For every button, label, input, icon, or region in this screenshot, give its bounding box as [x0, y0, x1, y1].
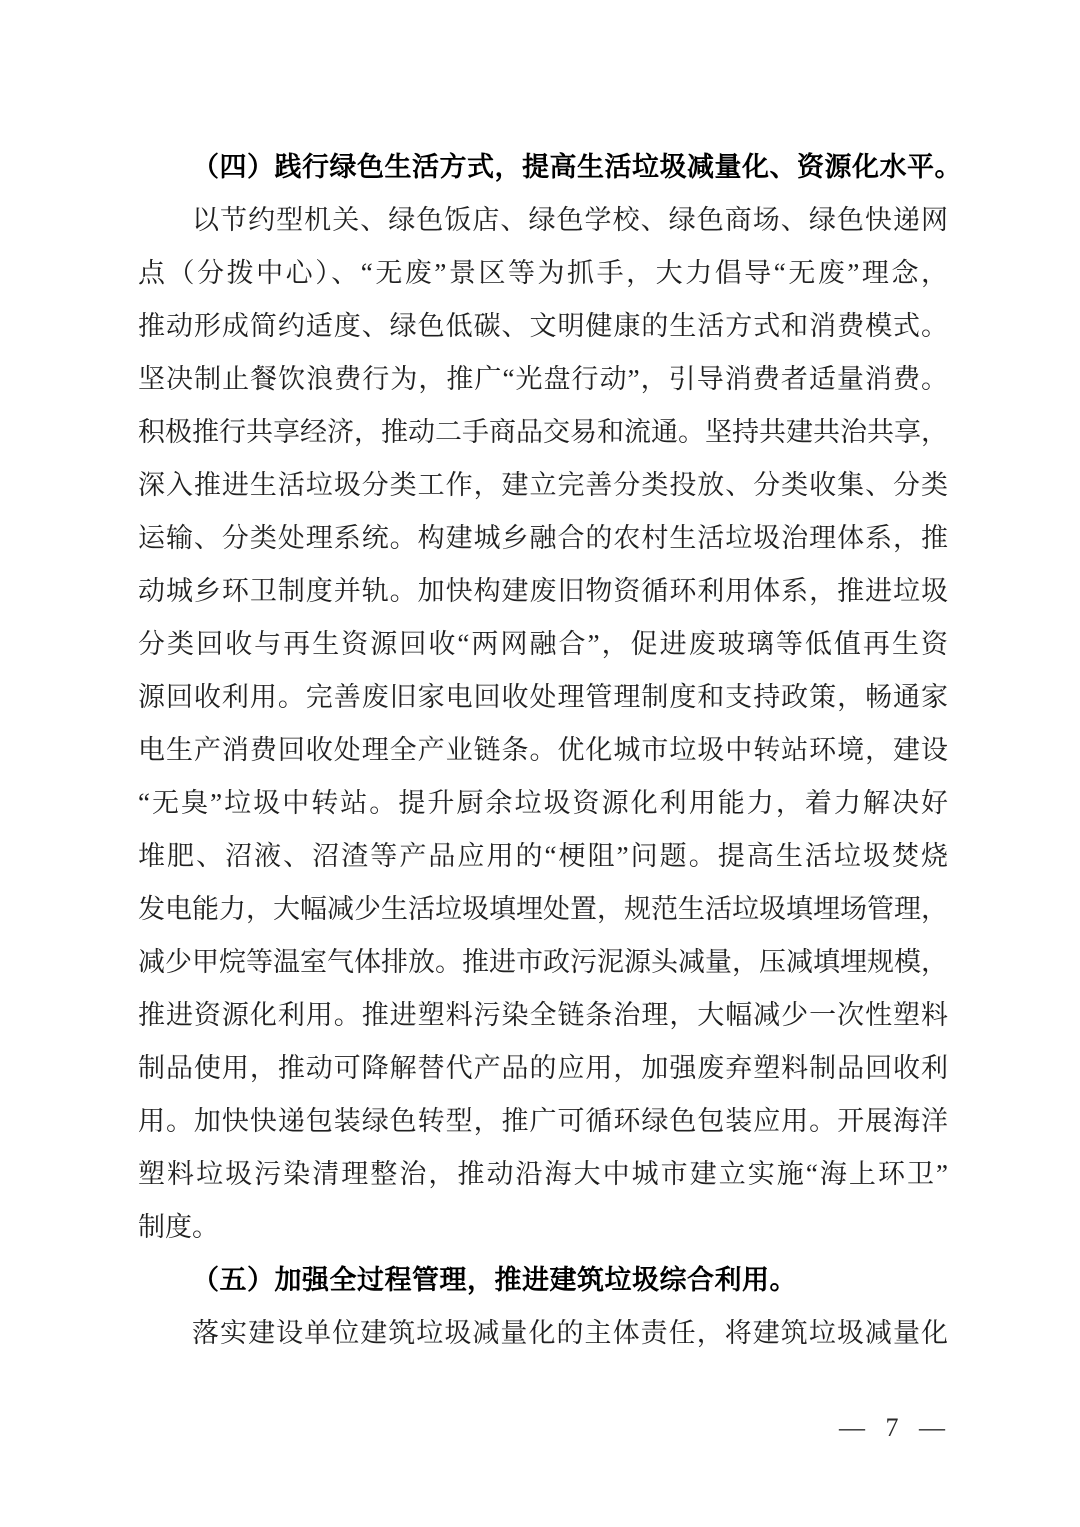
text-line: 发电能力，大幅减少生活垃圾填埋处置，规范生活垃圾填埋场管理， [138, 894, 948, 924]
text-line: 制品使用，推动可降解替代产品的应用，加强废弃塑料制品回收利 [138, 1053, 948, 1083]
text-line: 落实建设单位建筑垃圾减量化的主体责任，将建筑垃圾减量化 [192, 1318, 948, 1348]
text-line: 减少甲烷等温室气体排放。推进市政污泥源头减量，压减填埋规模， [138, 947, 948, 977]
text-line: 推动形成简约适度、绿色低碳、文明健康的生活方式和消费模式。 [138, 311, 948, 341]
text-line: 动城乡环卫制度并轨。加快构建废旧物资循环利用体系，推进垃圾 [138, 576, 948, 606]
section-4-heading: （四）践行绿色生活方式，提高生活垃圾减量化、资源化水平。 [192, 152, 962, 182]
text-line: 用。加快快递包装绿色转型，推广可循环绿色包装应用。开展海洋 [138, 1106, 948, 1136]
document-content [138, 141, 962, 1360]
text-line: 推进资源化利用。推进塑料污染全链条治理，大幅减少一次性塑料 [138, 1000, 948, 1030]
page-number: — 7 — [839, 1413, 945, 1442]
text-line: 深入推进生活垃圾分类工作，建立完善分类投放、分类收集、分类 [138, 470, 948, 500]
text-line: 以节约型机关、绿色饭店、绿色学校、绿色商场、绿色快递网 [192, 205, 948, 235]
text-line: 堆肥、沼液、沼渣等产品应用的“梗阻”问题。提高生活垃圾焚烧 [138, 841, 948, 871]
text-line: 积极推行共享经济，推动二手商品交易和流通。坚持共建共治共享， [138, 417, 948, 447]
text-line: 坚决制止餐饮浪费行为，推广“光盘行动”，引导消费者适量消费。 [138, 364, 948, 394]
text-line: 电生产消费回收处理全产业链条。优化城市垃圾中转站环境，建设 [138, 735, 948, 765]
text-line: 分类回收与再生资源回收“两网融合”，促进废玻璃等低值再生资 [138, 629, 948, 659]
text-line: 源回收利用。完善废旧家电回收处理管理制度和支持政策，畅通家 [138, 682, 948, 712]
text-line: 运输、分类处理系统。构建城乡融合的农村生活垃圾治理体系，推 [138, 523, 948, 553]
text-line: 塑料垃圾污染清理整治，推动沿海大中城市建立实施“海上环卫” [138, 1159, 948, 1189]
text-line: 制度。 [138, 1212, 219, 1242]
text-line: 点（分拨中心）、“无废”景区等为抓手，大力倡导“无废”理念， [138, 258, 948, 288]
text-line: “无臭”垃圾中转站。提升厨余垃圾资源化利用能力，着力解决好 [138, 788, 948, 818]
section-5-heading: （五）加强全过程管理，推进建筑垃圾综合利用。 [192, 1265, 797, 1295]
